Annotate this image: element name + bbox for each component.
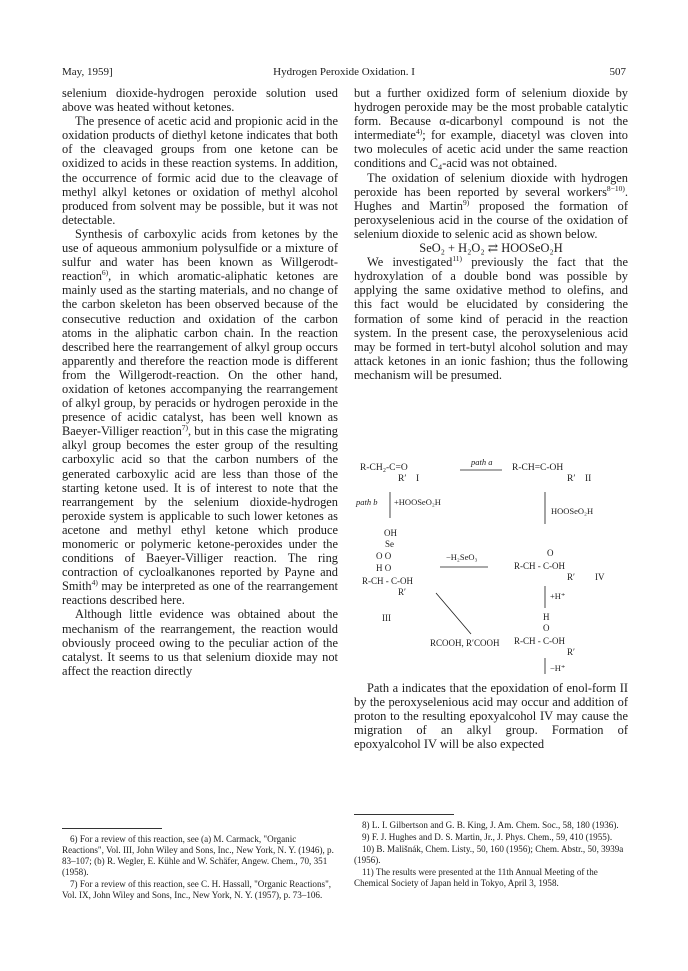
paragraph: Synthesis of carboxylic acids from ketones by the use of aqueous ammonium polysulfide or a mixture of sulfur and water has been known as Willgerodt-reaction$^{6)}$, in which aromatic-aliphatic ketones are mainly used as the starting materials, and no change of the carbon skeleton has been observed because of the consecutive reduction and oxidation of the carbon atoms in the aliphatic carbon chain. In the reaction described here the rearrangement of alkyl group occurs apparently and therefore the reaction mode is different from the Willgerodt-reaction. On the other hand, oxidation of ketones accompanying the rearrangement of alkyl group, by peracids or hydrogen peroxide in the presence of acidic catalyst, has been well known as Baeyer-Villiger reaction$^{7)}$, but in this case the migrating alkyl group becomes the ester group of the resulting carboxylic acid so that the carbon numbers of the generated carboxylic acid are less than those of the starting ketone used. It is of interest to note that the rearrangement by the selenium dioxide-hydrogen peroxide system is applicable to such lower ketones as acetone and methyl ethyl ketone which produce monomeric or polymeric ketone-peroxides under the conditions of Baeyer-Villiger reaction. The ring contraction of cycloalkanones reported by Payne and Smith$^{4)}$ may be interpreted as one of the rearrangement reactions described here. (62, 226, 338, 608)
int3-oo: O O (376, 551, 392, 561)
footnotes-right (354, 820, 628, 890)
footnote: 7) For a review of this reaction, see C. H. Hassall, "Organic Reactions", Vol. IX, John Wiley and Sons, Inc., New York, N. Y. (1957), p. 73–106. (62, 879, 332, 900)
citation: 9) (462, 197, 470, 207)
minus-h: −H⁺ (550, 663, 566, 673)
int3-oh: OH (384, 528, 397, 538)
footnote-rule (354, 814, 454, 815)
page-number: 507 (609, 66, 626, 78)
int3-ho: H O (376, 563, 392, 573)
path-a-label: path a (471, 457, 493, 467)
reagent-right-label: HOOSeO₂H (551, 506, 594, 516)
paragraph: Path a indicates that the epoxidation of enol-form II by the peroxyselenious acid may occur and addition of proton to the resulting epoxyalcohol IV may cause the migration of an alkyl group. Formation of epoxyalcohol IV will be also expected (354, 681, 628, 752)
paragraph: selenium dioxide-hydrogen peroxide solution used above was heated without ketones. (62, 86, 338, 115)
footnote-rule (62, 828, 162, 829)
epoxyalcohol-IV: R-CH - C-OH (514, 561, 565, 571)
ketone-substituent: R′ (398, 474, 407, 484)
int3-main: R-CH - C-OH (362, 576, 413, 586)
footnotes-left (62, 834, 338, 902)
citation: 4) (91, 578, 98, 588)
reaction-mechanism-scheme (354, 456, 628, 676)
header-date: May, 1959] (62, 66, 113, 78)
footnote: 6) For a review of this reaction, see (a) M. Carmack, "Organic Reactions", Vol. III, John Wiley and Sons, Inc., New York, N. Y. (1946), p. 83–107; (b) R. Wegler, E. Kühle and W. Schäfer, Angew. Chem., 70, 351 (1958). (62, 834, 334, 877)
citation: 4) (415, 127, 423, 137)
cation-o: O (543, 623, 550, 633)
paragraph: Although little evidence was obtained about the mechanism of the rearrangement, the reaction would obviously proceed owing to the peculiar action of the catalyst. It seems to us that selenium dioxide may not affect the reaction directly (62, 607, 338, 678)
right-column-continued (354, 681, 628, 751)
citation: 11) (452, 254, 463, 263)
label-IV: IV (595, 572, 605, 582)
footnote: 10) B. Mališnák, Chem. Listy., 50, 160 (1956); Chem. Abstr., 50, 3939a (1956). (354, 844, 624, 865)
paragraph: The oxidation of selenium dioxide with hydrogen peroxide has been reported by several workers$^{8-10)}$. Hughes and Martin$^{9)}$ proposed the formation of peroxyselenious acid in the course of the oxidation of selenium dioxide to selenic acid as shown below. (354, 170, 628, 241)
acid-products: RCOOH, R′COOH (430, 638, 500, 648)
plus-h: +H⁺ (550, 591, 566, 601)
citation: 6) (101, 268, 109, 278)
cation-substituent: R′ (567, 647, 575, 657)
header-title: Hydrogen Peroxide Oxidation. I (273, 66, 415, 78)
enol-substituent: R′ (567, 474, 576, 484)
paragraph: but a further oxidized form of selenium dioxide by hydrogen peroxide may be the most probable catalytic form. Because α-dicarbonyl compound is not the intermediate$^{4)}$; for example, diacetyl was cloven into two molecules of acetic acid under the same reaction conditions and C₄-acid was not obtained. (354, 86, 628, 171)
citation: 7) (181, 423, 189, 433)
ketone-I: R-CH₂-C=O (360, 463, 408, 473)
right-column (354, 86, 628, 382)
epoxide-o: O (547, 548, 554, 558)
cleavage-arrow (436, 593, 471, 634)
left-column (62, 86, 338, 678)
minus-h2seo3: −H₂SeO₃ (446, 552, 478, 562)
int3-se: Se (385, 539, 394, 549)
label-II: II (585, 474, 592, 484)
cation-h: H (543, 612, 550, 622)
footnote: 9) F. J. Hughes and D. S. Martin, Jr., J. Phys. Chem., 59, 410 (1955). (362, 832, 613, 842)
reagent-label: +HOOSeO₂H (394, 497, 441, 507)
label-III: III (382, 613, 391, 623)
paragraph: We investigated$^{11)}$ previously the fact that the hydroxylation of a double bond was possible by applying the same oxidative method to olefins, and this fact would be elucidated by considering the formation of some kind of peracid in the reaction system. In the present case, the peroxyselenious acid may be formed in tert-butyl alcohol solution and may attack ketones in an ionic fashion; thus the following mechanism will be presumed. (354, 254, 628, 382)
citation: 8−10) (606, 183, 625, 193)
protonated-epoxide: R-CH - C-OH (514, 636, 565, 646)
running-header (62, 66, 626, 82)
epoxy-substituent: R′ (567, 572, 575, 582)
paragraph: The presence of acetic acid and propionic acid in the oxidation products of diethyl ketone indicates that both of the cleavaged groups from one ketone can be oxidized to acids in these reaction systems. In addition, the occurrence of formic acid due to the cleavage of methyl alkyl ketones or oxidation of methyl alcohol produced from solvent may be possible, but it was not detectable. (62, 114, 338, 227)
footnote: 8) L. I. Gilbertson and G. B. King, J. Am. Chem. Soc., 58, 180 (1936). (362, 820, 619, 830)
chemical-equation: SeO₂ + H₂O₂ ⇄ HOOSeO₂H (419, 241, 563, 256)
footnote: 11) The results were presented at the 11th Annual Meeting of the Chemical Society of Japan held in Tokyo, April 3, 1958. (354, 867, 598, 888)
enol-II: R-CH=C-OH (512, 463, 564, 473)
label-I: I (416, 474, 420, 484)
path-b-label: path b (356, 497, 378, 507)
int3-substituent: R′ (398, 587, 406, 597)
